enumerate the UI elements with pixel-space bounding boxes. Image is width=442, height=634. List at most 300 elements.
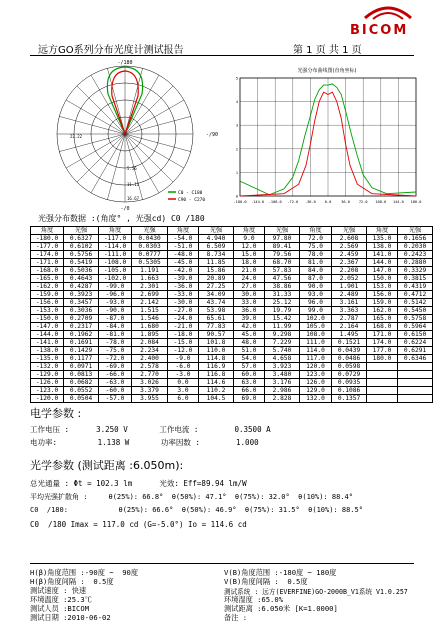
polar-spoke	[125, 134, 173, 182]
table-cell: 0.2709	[64, 315, 99, 323]
table-cell: 0.4319	[398, 283, 433, 291]
table-cell: 3.0	[168, 387, 199, 395]
table-cell: 48.0	[234, 339, 265, 347]
table-cell: 0.1691	[64, 339, 99, 347]
table-cell: 120.0	[300, 363, 332, 371]
table-cell: 174.0	[367, 339, 398, 347]
table-cell: 0.6102	[64, 243, 99, 251]
table-cell: 90.0	[300, 283, 332, 291]
optical-heading: 光学参数 (测试距离 :6.050m):	[30, 459, 184, 472]
table-cell: 25.12	[265, 299, 300, 307]
table-cell: 1.680	[132, 323, 168, 331]
table-cell: 65.61	[199, 315, 234, 323]
table-row	[31, 275, 433, 283]
table-cell: 2.489	[332, 291, 367, 299]
x-tick-label: -108.0	[268, 200, 282, 204]
table-cell: 0.6291	[398, 347, 433, 355]
table-cell	[398, 395, 433, 403]
table-cell: 0.0935	[332, 379, 367, 387]
column-header-intensity: 光强	[398, 227, 433, 235]
column-header-intensity: 光强	[199, 227, 234, 235]
table-cell: 0.1177	[64, 355, 99, 363]
x-tick-label: -36.0	[304, 200, 316, 204]
table-cell: -48.0	[168, 251, 199, 259]
polar-spoke	[125, 68, 143, 134]
y-tick-label: 4	[235, 100, 238, 105]
table-cell: 31.33	[265, 291, 300, 299]
table-cell: -159.0	[31, 291, 64, 299]
table-cell: 2.828	[265, 395, 300, 403]
electrical-line-2: 电功率: 1.138 W 功率因数 : 1.000	[30, 438, 259, 447]
table-cell: -3.0	[168, 371, 199, 379]
table-cell: -165.0	[31, 275, 64, 283]
table-cell: -6.0	[168, 363, 199, 371]
table-cell: 1.901	[332, 283, 367, 291]
optical-line-2: 平均光强扩散角 : θ(25%): 66.8° θ(50%): 47.1° θ(75%): 32.0° θ(10%): 88.4°	[30, 493, 353, 501]
column-header-angle: 角度	[300, 227, 332, 235]
column-header-angle: 角度	[31, 227, 64, 235]
table-cell: 4.940	[199, 235, 234, 243]
table-cell: 0.2030	[398, 243, 433, 251]
table-cell: 30.0	[234, 291, 265, 299]
table-cell: -78.0	[99, 339, 132, 347]
table-cell: 11.99	[265, 323, 300, 331]
table-cell: 3.379	[132, 387, 168, 395]
table-cell: 60.0	[234, 371, 265, 379]
y-tick-label: 5	[235, 76, 238, 81]
footer-humidity: 环境湿度 :65.0%	[224, 595, 284, 604]
optical-line-1: 总光通量 : Φt = 102.3 lm 光效: Eff=89.94 lm/W	[30, 479, 247, 488]
table-cell: 0.1656	[398, 235, 433, 243]
table-cell: 123.0	[300, 371, 332, 379]
table-cell: 0.5305	[132, 259, 168, 267]
column-header-intensity: 光强	[332, 227, 367, 235]
table-cell: 153.0	[367, 283, 398, 291]
table-row	[31, 315, 433, 323]
table-cell: 168.0	[367, 323, 398, 331]
table-cell: -147.0	[31, 323, 64, 331]
table-cell: 2.142	[132, 299, 168, 307]
table-cell: 0.5964	[398, 323, 433, 331]
table-cell: -33.0	[168, 291, 199, 299]
table-cell: 0.6346	[398, 355, 433, 363]
x-tick-label: 144.0	[392, 200, 404, 204]
column-header-angle: 角度	[168, 227, 199, 235]
table-cell: 75.0	[300, 243, 332, 251]
table-cell: -132.0	[31, 363, 64, 371]
table-cell	[367, 387, 398, 395]
table-cell: 2.301	[132, 283, 168, 291]
table-cell: 90.57	[199, 331, 234, 339]
table-cell: 141.0	[367, 251, 398, 259]
table-cell: 33.0	[234, 299, 265, 307]
table-cell: 102.0	[300, 315, 332, 323]
legend-label-c90: C90 - C270	[178, 198, 206, 203]
table-cell: 0.3923	[64, 291, 99, 299]
table-row	[31, 323, 433, 331]
table-cell: 36.0	[234, 307, 265, 315]
table-cell: 18.0	[234, 259, 265, 267]
table-cell: 39.0	[234, 315, 265, 323]
table-cell: 0.6224	[398, 339, 433, 347]
table-cell: 138.0	[367, 243, 398, 251]
table-cell: -99.0	[99, 283, 132, 291]
y-tick-label: 2	[235, 147, 238, 152]
table-cell: 177.0	[367, 347, 398, 355]
table-cell: 162.0	[367, 307, 398, 315]
table-cell: 0.2423	[398, 251, 433, 259]
table-cell: -108.0	[99, 259, 132, 267]
table-cell: -168.0	[31, 267, 64, 275]
table-row	[31, 395, 433, 403]
x-tick-label: 0.0	[324, 200, 332, 204]
table-cell: 0.1357	[332, 395, 367, 403]
table-cell: 0.6327	[64, 235, 99, 243]
table-row	[31, 355, 433, 363]
polar-bottom-label: -/0	[120, 206, 130, 212]
polar-spoke	[77, 86, 125, 134]
table-cell: 147.0	[367, 267, 398, 275]
polar-spoke	[125, 134, 191, 152]
legend-label-c0: C0 - C180	[178, 191, 203, 196]
table-cell: 96.0	[300, 299, 332, 307]
table-cell: 132.0	[300, 395, 332, 403]
footer-h-range: H(β)角度范围 :-90度 ~ 90度	[30, 568, 139, 577]
table-cell: -177.0	[31, 243, 64, 251]
footer-speed: 测试速度 : 快速	[30, 586, 87, 595]
table-cell: 0.0813	[64, 371, 99, 379]
table-cell: 9.298	[265, 331, 300, 339]
table-cell: 105.0	[300, 323, 332, 331]
table-cell: -111.0	[99, 251, 132, 259]
table-caption: 光强分布数据 :(角度° , 光强cd) C0 /180	[38, 214, 205, 223]
table-cell: -75.0	[99, 347, 132, 355]
table-cell: -27.0	[168, 307, 199, 315]
table-row	[31, 299, 433, 307]
table-cell: 54.0	[234, 355, 265, 363]
table-cell: 0.4643	[64, 275, 99, 283]
table-cell: 165.0	[367, 315, 398, 323]
table-cell: 2.164	[332, 323, 367, 331]
table-cell: 2.578	[132, 363, 168, 371]
bicom-logo-icon	[363, 4, 413, 22]
table-cell: 72.0	[300, 235, 332, 243]
table-cell: -36.0	[168, 283, 199, 291]
table-cell: -129.0	[31, 371, 64, 379]
table-row	[31, 363, 433, 371]
table-cell: -102.0	[99, 275, 132, 283]
table-cell: 3.923	[265, 363, 300, 371]
y-tick-label: 1	[235, 170, 238, 175]
table-cell: 15.86	[199, 267, 234, 275]
table-cell: 24.0	[234, 275, 265, 283]
cartesian-intensity-chart	[232, 62, 422, 208]
table-cell: 144.0	[367, 259, 398, 267]
table-cell	[398, 387, 433, 395]
table-cell: -69.0	[99, 363, 132, 371]
table-cell: 116.8	[199, 371, 234, 379]
table-cell: 3.363	[332, 307, 367, 315]
table-cell: 68.70	[265, 259, 300, 267]
table-cell: 5.740	[265, 347, 300, 355]
table-cell: -66.0	[99, 371, 132, 379]
table-cell: -90.0	[99, 307, 132, 315]
table-cell: 9.0	[234, 235, 265, 243]
table-row	[31, 283, 433, 291]
table-row	[31, 267, 433, 275]
table-cell: -60.0	[99, 387, 132, 395]
table-cell: 51.0	[234, 347, 265, 355]
electrical-heading: 电学参数 :	[30, 407, 82, 420]
footer-v-step: V(B)角度间隔 : 0.5度	[224, 577, 308, 586]
table-cell: 99.0	[300, 307, 332, 315]
table-cell: 57.0	[234, 363, 265, 371]
table-cell: 27.25	[199, 283, 234, 291]
polar-spoke	[66, 100, 125, 134]
polar-ring-label: 16.67	[127, 196, 140, 201]
table-cell: -120.0	[31, 395, 64, 403]
table-cell: 114.6	[199, 379, 234, 387]
table-cell: -126.0	[31, 379, 64, 387]
optical-line-4: C0 /180 Imax = 117.0 cd (G=-5.0°) Io = 114.6 cd	[30, 520, 247, 529]
footer-temperature: 环境温度 :25.3℃	[30, 595, 92, 604]
table-cell: -15.0	[168, 339, 199, 347]
table-cell: -87.0	[99, 315, 132, 323]
table-cell: 150.0	[367, 275, 398, 283]
table-cell: 81.0	[300, 259, 332, 267]
table-cell: 2.208	[332, 267, 367, 275]
table-cell: -135.0	[31, 355, 64, 363]
table-cell: 47.56	[265, 275, 300, 283]
table-cell: 7.229	[265, 339, 300, 347]
table-cell: -156.0	[31, 299, 64, 307]
table-cell: 117.0	[300, 355, 332, 363]
table-row	[31, 347, 433, 355]
polar-spoke	[125, 116, 191, 134]
table-cell: 0.3036	[64, 307, 99, 315]
table-cell: -144.0	[31, 331, 64, 339]
table-cell: 180.0	[367, 355, 398, 363]
table-row	[31, 387, 433, 395]
table-cell: 15.42	[265, 315, 300, 323]
table-cell: 1.663	[132, 275, 168, 283]
x-tick-label: -72.0	[287, 200, 299, 204]
table-cell: 2.367	[332, 259, 367, 267]
table-cell: 6.509	[199, 243, 234, 251]
table-cell: 3.026	[132, 379, 168, 387]
polar-spoke	[107, 68, 125, 134]
table-cell: 57.83	[265, 267, 300, 275]
table-cell: -45.0	[168, 259, 199, 267]
table-cell: 110.2	[199, 387, 234, 395]
table-cell: 114.0	[300, 347, 332, 355]
table-cell: 84.0	[300, 267, 332, 275]
table-cell: 2.986	[265, 387, 300, 395]
table-cell: 78.0	[300, 251, 332, 259]
table-cell: 0.0504	[64, 395, 99, 403]
table-row	[31, 371, 433, 379]
table-cell: 97.80	[265, 235, 300, 243]
table-row	[31, 331, 433, 339]
table-cell: 0.0598	[332, 363, 367, 371]
table-cell: 11.85	[199, 259, 234, 267]
table-cell: 101.8	[199, 339, 234, 347]
table-cell: 2.787	[332, 315, 367, 323]
polar-spoke	[125, 86, 173, 134]
table-cell: 0.0439	[332, 347, 367, 355]
table-cell: 87.0	[300, 275, 332, 283]
table-cell: -81.0	[99, 331, 132, 339]
table-cell: -9.0	[168, 355, 199, 363]
table-cell: -54.0	[168, 235, 199, 243]
electrical-line-1: 工作电压 : 3.250 V 工作电流 : 0.3500 A	[30, 425, 271, 434]
optical-line-3: C0 /180: θ(25%): 66.6° θ(50%): 46.9° θ(75%): 31.5° θ(10%): 88.5°	[30, 506, 363, 514]
table-cell: 12.0	[234, 243, 265, 251]
table-cell: 2.052	[332, 275, 367, 283]
table-cell: 89.41	[265, 243, 300, 251]
table-cell: 111.0	[300, 339, 332, 347]
table-cell: 0.4287	[64, 283, 99, 291]
table-cell: -39.0	[168, 275, 199, 283]
table-cell: 43.74	[199, 299, 234, 307]
table-cell: 129.0	[300, 387, 332, 395]
column-header-angle: 角度	[367, 227, 398, 235]
table-cell: 20.89	[199, 275, 234, 283]
table-cell: -180.0	[31, 235, 64, 243]
table-cell: -153.0	[31, 307, 64, 315]
polar-right-label: -/90	[206, 132, 219, 138]
chart-tick-labels	[234, 77, 422, 205]
table-cell: -123.0	[31, 387, 64, 395]
table-cell: 45.0	[234, 331, 265, 339]
report-title: 远方GO系列分布光度计测试报告	[38, 45, 184, 56]
table-cell: 0.5450	[398, 307, 433, 315]
table-cell: 93.0	[300, 291, 332, 299]
table-cell	[367, 379, 398, 387]
table-cell: 114.8	[199, 355, 234, 363]
table-cell: 2.569	[332, 243, 367, 251]
table-cell: 159.0	[367, 299, 398, 307]
table-cell: -162.0	[31, 283, 64, 291]
table-cell: 2.400	[132, 355, 168, 363]
table-cell: 1.191	[132, 267, 168, 275]
table-cell: -30.0	[168, 299, 199, 307]
table-cell: 8.734	[199, 251, 234, 259]
table-row	[31, 379, 433, 387]
table-cell: -24.0	[168, 315, 199, 323]
footer-v-range: V(B)角度范围 :-180度 ~ 180度	[224, 568, 337, 577]
table-cell: 0.1962	[64, 331, 99, 339]
table-cell: 3.480	[265, 371, 300, 379]
polar-spoke	[107, 134, 125, 200]
table-cell: 0.6150	[398, 331, 433, 339]
column-header-intensity: 光强	[265, 227, 300, 235]
brand-name: BICOM	[350, 23, 409, 38]
table-cell	[367, 371, 398, 379]
polar-spoke	[59, 116, 125, 134]
table-cell: 3.161	[332, 299, 367, 307]
footer-h-step: H(β)角度间隔 : 0.5度	[30, 577, 114, 586]
table-cell: -114.0	[99, 243, 132, 251]
table-cell: 116.9	[199, 363, 234, 371]
table-cell: 110.0	[199, 347, 234, 355]
table-cell: 0.1086	[332, 387, 367, 395]
table-cell	[367, 363, 398, 371]
table-cell: 2.608	[332, 235, 367, 243]
chart-grid	[240, 78, 416, 196]
x-tick-label: -144.0	[251, 200, 265, 204]
table-cell: -96.0	[99, 291, 132, 299]
table-cell: 27.0	[234, 283, 265, 291]
table-row	[31, 235, 433, 243]
table-cell: 2.084	[132, 339, 168, 347]
table-cell: 0.1521	[332, 339, 367, 347]
table-row	[31, 243, 433, 251]
table-cell: 2.459	[332, 251, 367, 259]
table-cell: 53.98	[199, 307, 234, 315]
table-cell: 0.3329	[398, 267, 433, 275]
table-cell: 0.4712	[398, 291, 433, 299]
table-cell: 0.0430	[132, 235, 168, 243]
polar-spoke	[77, 134, 125, 182]
footer-divider	[30, 563, 414, 564]
y-tick-label: 0	[235, 194, 238, 199]
polar-spoke	[91, 134, 125, 193]
table-cell: 38.86	[265, 283, 300, 291]
table-cell	[398, 363, 433, 371]
table-cell: -57.0	[99, 395, 132, 403]
table-cell: 6.0	[168, 395, 199, 403]
x-tick-label: 36.0	[341, 200, 350, 204]
table-cell: 0.5758	[398, 315, 433, 323]
footer-operator: 测试人员 :BICOM	[30, 604, 90, 613]
table-cell: 1.495	[332, 331, 367, 339]
table-cell: 0.0303	[132, 243, 168, 251]
footer-system: 测试系统 : 远方(EVERFINE)GO-2000B_V1系统 V1.0.257	[224, 588, 408, 596]
table-cell: -117.0	[99, 235, 132, 243]
table-cell: 3.176	[265, 379, 300, 387]
table-cell: 0.0552	[64, 387, 99, 395]
polar-ring-label: 22.22	[70, 134, 83, 139]
table-cell: 3.955	[132, 395, 168, 403]
table-cell: 34.09	[199, 291, 234, 299]
x-tick-label: -180.0	[233, 200, 247, 204]
table-cell: 0.5756	[64, 251, 99, 259]
table-cell: 0.0729	[332, 371, 367, 379]
table-cell: 104.5	[199, 395, 234, 403]
table-row	[31, 251, 433, 259]
table-cell: -18.0	[168, 331, 199, 339]
table-cell: 0.0486	[332, 355, 367, 363]
footer-remarks: 备注 :	[224, 613, 248, 622]
column-header-intensity: 光强	[132, 227, 168, 235]
table-cell: -21.0	[168, 323, 199, 331]
polar-ring-label: 11.11	[127, 182, 140, 187]
table-cell: 126.0	[300, 379, 332, 387]
table-cell: -174.0	[31, 251, 64, 259]
table-cell: 0.2317	[64, 323, 99, 331]
table-cell: 108.0	[300, 331, 332, 339]
y-tick-label: 3	[235, 123, 238, 128]
table-row	[31, 291, 433, 299]
table-cell: 0.3815	[398, 275, 433, 283]
polar-spoke	[125, 134, 184, 168]
table-cell	[398, 379, 433, 387]
table-cell: 19.79	[265, 307, 300, 315]
table-cell: 0.0682	[64, 379, 99, 387]
table-cell: -105.0	[99, 267, 132, 275]
table-row	[31, 259, 433, 267]
